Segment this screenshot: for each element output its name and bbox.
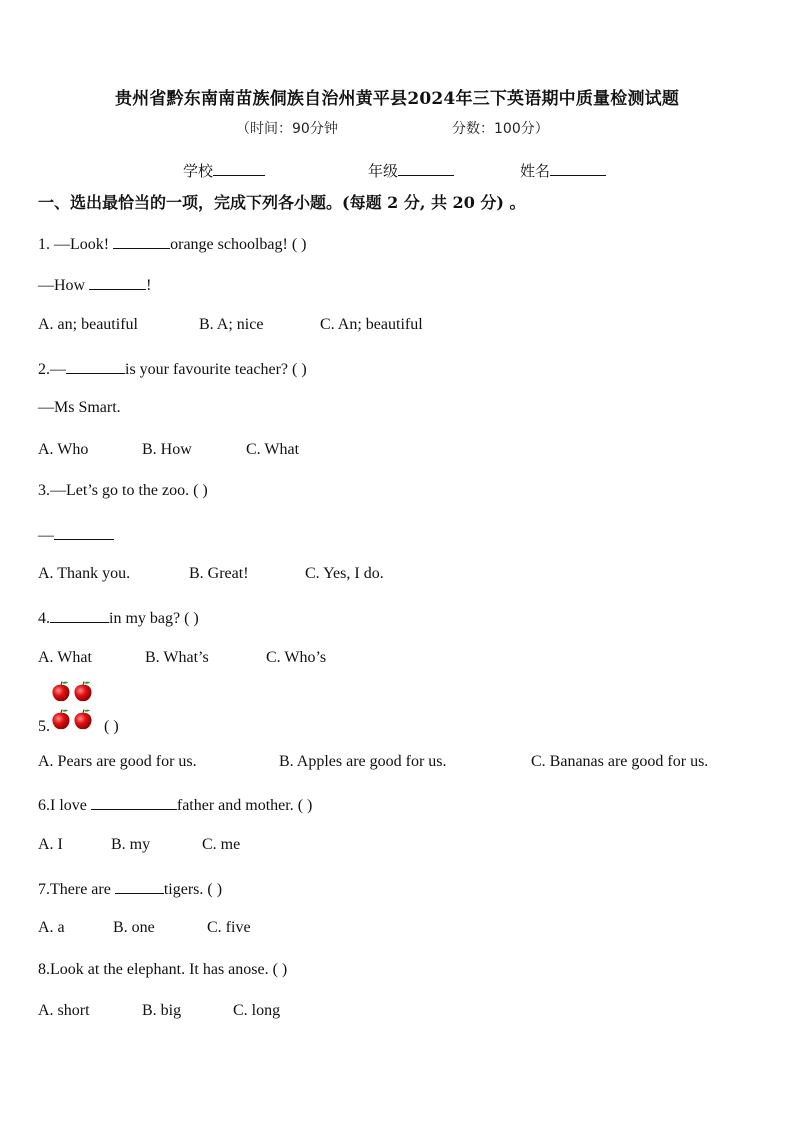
question-6-options	[38, 836, 240, 854]
q6-option-a[interactable]: A. I	[38, 836, 63, 853]
q7-option-b[interactable]: B. one	[113, 919, 155, 936]
name-label: 姓名	[520, 162, 551, 180]
q6-option-b[interactable]: B. my	[111, 836, 151, 853]
grade-field[interactable]	[368, 160, 454, 181]
apple-icon	[74, 682, 91, 702]
question-8-options	[38, 1002, 280, 1020]
q2-option-c[interactable]: C. What	[246, 441, 300, 458]
q1-text-c: —How	[38, 277, 90, 294]
q2-option-a[interactable]: A. Who	[38, 441, 89, 458]
q3-option-c[interactable]: C. Yes, I do.	[305, 565, 384, 582]
q5-option-a[interactable]: A. Pears are good for us.	[38, 753, 197, 770]
q4-option-b[interactable]: B. What’s	[145, 649, 209, 666]
exam-time: （时间：90分钟	[236, 121, 338, 137]
name-field[interactable]	[520, 160, 606, 181]
q6-text-b: father and mother. ( )	[176, 797, 313, 814]
q3-blank[interactable]	[54, 524, 114, 540]
q1-text-d: !	[146, 277, 152, 294]
q8-option-b[interactable]: B. big	[142, 1002, 182, 1019]
q2-text-a: 2.—	[38, 361, 66, 378]
q4-text-b: in my bag? ( )	[109, 610, 199, 627]
question-4-options	[38, 649, 326, 667]
question-3-options	[38, 565, 384, 583]
q4-option-c[interactable]: C. Who’s	[266, 649, 327, 666]
school-label: 学校	[183, 162, 214, 180]
q7-text-a: 7.There are	[38, 881, 115, 898]
q1-blank-2[interactable]	[89, 274, 146, 290]
q1-option-a[interactable]: A. an; beautiful	[38, 316, 138, 333]
q6-option-c[interactable]: C. me	[202, 836, 241, 853]
question-8: 8.Look at the elephant. It has anose. ( )	[38, 961, 288, 978]
question-2	[38, 358, 307, 379]
section-heading: 一、选出最恰当的一项，完成下列各小题。(每题 2 分, 共 20 分) 。	[38, 193, 526, 212]
school-blank	[213, 161, 265, 176]
question-7	[38, 878, 222, 899]
q6-text-a: 6.I love	[38, 797, 91, 814]
q2-option-b[interactable]: B. How	[142, 441, 192, 458]
q7-text-b: tigers. ( )	[163, 881, 223, 898]
question-1	[38, 233, 307, 254]
q5-text-b: ( )	[104, 718, 119, 735]
question-3: 3.—Let’s go to the zoo. ( )	[38, 482, 208, 499]
q1-option-c[interactable]: C. An; beautiful	[320, 316, 423, 333]
grade-blank	[398, 161, 454, 176]
question-5	[38, 718, 119, 736]
q5-text-a: 5.	[38, 718, 50, 735]
question-4	[38, 607, 199, 628]
apple-icon	[52, 682, 69, 702]
exam-score: 分数：100分）	[452, 121, 549, 137]
q3-option-a[interactable]: A. Thank you.	[38, 565, 131, 582]
question-6	[38, 794, 312, 815]
q5-option-b[interactable]: B. Apples are good for us.	[279, 753, 447, 770]
grade-label: 年级	[368, 162, 399, 180]
question-7-options	[38, 919, 251, 937]
q3-option-b[interactable]: B. Great!	[189, 565, 249, 582]
q1-option-b[interactable]: B. A; nice	[199, 316, 264, 333]
q8-option-a[interactable]: A. short	[38, 1002, 90, 1019]
q7-option-a[interactable]: A. a	[38, 919, 65, 936]
q6-blank[interactable]	[91, 794, 177, 810]
q2-text-b: is your favourite teacher? ( )	[125, 361, 307, 378]
q4-blank[interactable]	[50, 607, 109, 623]
q1-text-a: 1. —Look!	[38, 236, 114, 253]
q8-option-c[interactable]: C. long	[233, 1002, 281, 1019]
question-5-options	[38, 753, 708, 771]
name-blank	[550, 161, 606, 176]
q2-blank[interactable]	[66, 358, 125, 374]
exam-meta	[236, 118, 596, 138]
page-title: 贵州省黔东南南苗族侗族自治州黄平县2024年三下英语期中质量检测试题	[114, 89, 680, 109]
question-2-options	[38, 441, 299, 459]
q7-blank[interactable]	[115, 878, 164, 894]
question-2-reply: —Ms Smart.	[38, 399, 121, 416]
q4-option-a[interactable]: A. What	[38, 649, 92, 666]
q1-blank-1[interactable]	[113, 233, 170, 249]
q5-option-c[interactable]: C. Bananas are good for us.	[531, 753, 709, 770]
q1-text-b: orange schoolbag! ( )	[170, 236, 307, 253]
q4-text-a: 4.	[38, 610, 50, 627]
question-3-reply	[38, 524, 114, 545]
q3-text-c: —	[38, 527, 54, 544]
question-1-options	[38, 316, 423, 334]
school-field[interactable]	[183, 160, 265, 181]
q7-option-c[interactable]: C. five	[207, 919, 251, 936]
question-1-reply	[38, 274, 151, 295]
